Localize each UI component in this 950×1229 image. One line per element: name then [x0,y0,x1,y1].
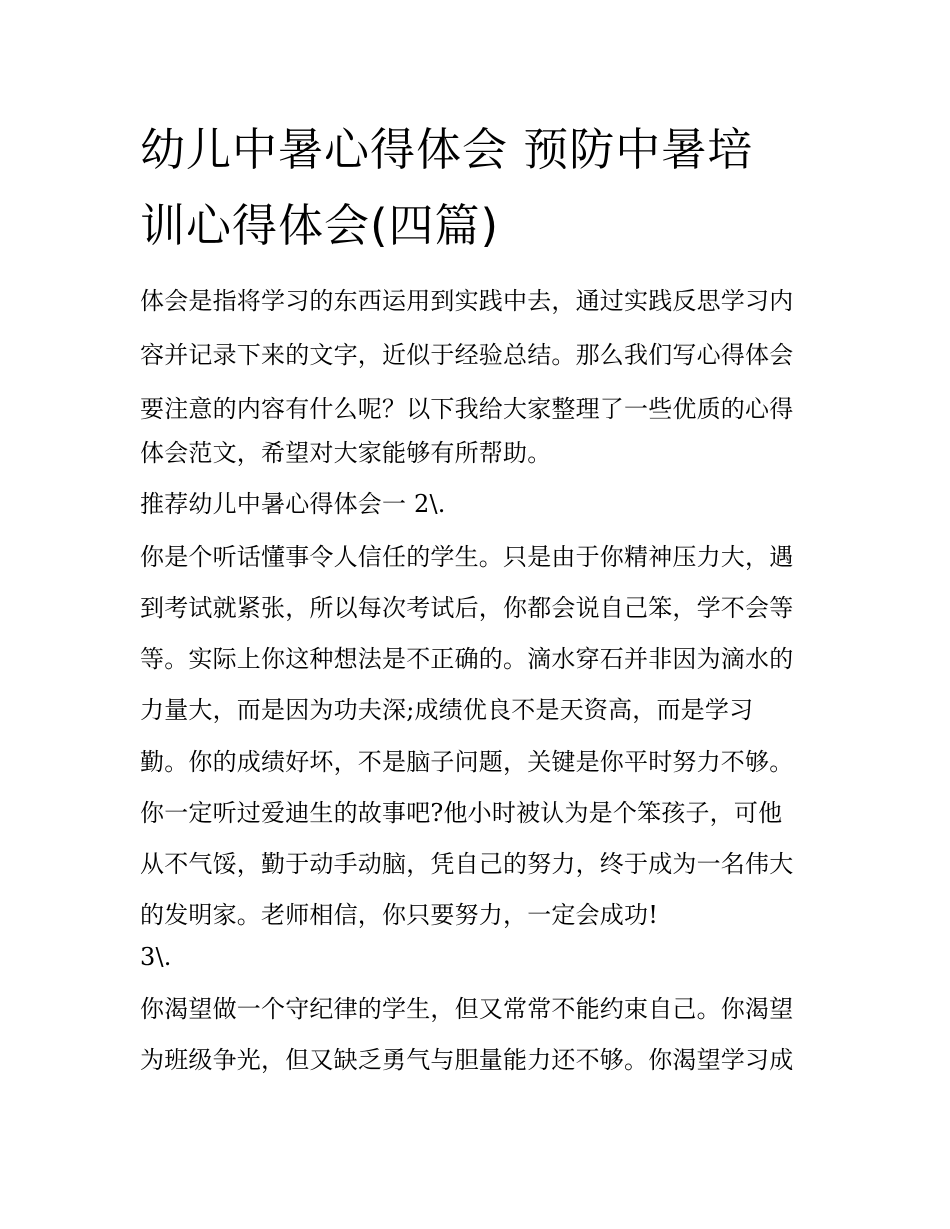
body-line-2: 容并记录下来的文字，近似于经验总结。那么我们写心得体会 [140,341,794,369]
title-line-1: 幼儿中暑心得体会 预防中暑培 [140,123,754,176]
body-line-12: 从不气馁，勤于动手动脑，凭自己的努力，终于成为一名伟大 [140,850,794,878]
body-line-4: 体会范文，希望对大家能够有所帮助。 [140,439,552,467]
body-line-7: 到考试就紧张，所以每次考试后，你都会说自己笨，学不会等 [140,594,794,622]
body-line-1: 体会是指将学习的东西运用到实践中去，通过实践反思学习内 [140,287,794,315]
body-line-6: 你是个听话懂事令人信任的学生。只是由于你精神压力大，遇 [140,543,794,571]
body-line-9: 力量大，而是因为功夫深;成绩优良不是天资高，而是学习 [140,696,754,724]
title-line-2: 训心得体会(四篇) [140,199,500,252]
body-line-14: 3\. [140,943,172,971]
body-line-16: 为班级争光，但又缺乏勇气与胆量能力还不够。你渴望学习成 [140,1046,794,1074]
body-line-11: 你一定听过爱迪生的故事吧?他小时被认为是个笨孩子，可他 [140,799,783,827]
body-line-3: 要注意的内容有什么呢？以下我给大家整理了一些优质的心得 [140,395,794,423]
body-line-8: 等。实际上你这种想法是不正确的。滴水穿石并非因为滴水的 [140,645,794,673]
body-line-5: 推荐幼儿中暑心得体会一 2\. [140,490,446,518]
body-line-15: 你渴望做一个守纪律的学生，但又常常不能约束自己。你渴望 [140,995,794,1023]
body-line-10: 勤。你的成绩好坏，不是脑子问题，关键是你平时努力不够。 [140,748,794,776]
body-line-13: 的发明家。老师相信，你只要努力，一定会成功! [140,901,659,929]
document-title [140,112,820,264]
